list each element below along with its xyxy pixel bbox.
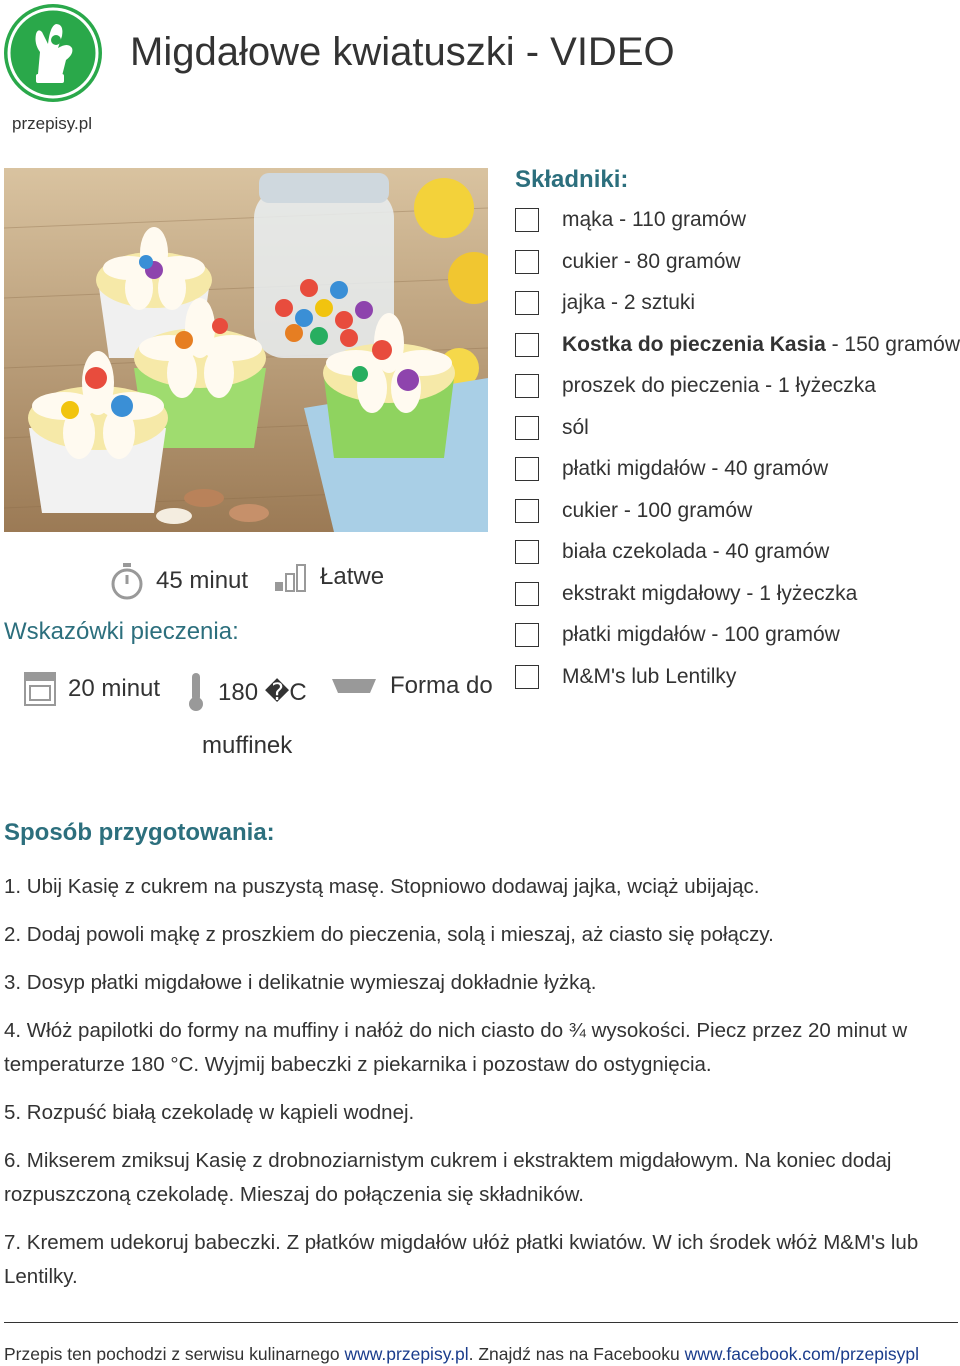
step-item: 7. Kremem udekoruj babeczki. Z płatków migdałów ułóż płatki kwiatów. W ich środek włóż M&M's lub Lentilky. [4, 1231, 919, 1288]
step-item: 4. Włóż papilotki do formy na muffiny i nałóż do nich ciasto do ¾ wysokości. Piecz przez 20 minut w temperaturze 180 °C. Wyjmij babeczki z piekarnika i pozostaw do ostygnięcia. [4, 1019, 908, 1076]
ingredient-text [562, 414, 589, 442]
thermometer-icon [186, 672, 206, 712]
ingredient-text [562, 538, 829, 566]
step-item: 2. Dodaj powoli mąkę z proszkiem do pieczenia, solą i mieszaj, aż ciasto się połączy. [4, 923, 774, 946]
footer-middle: . Znajdź nas na Facebooku [468, 1344, 685, 1364]
bake-temperature [186, 672, 307, 712]
prep-time [110, 562, 248, 600]
ingredient-brand: Kostka do pieczenia Kasia [562, 332, 826, 356]
ingredient-checkbox[interactable] [515, 623, 539, 647]
ingredient-item [515, 621, 960, 663]
pan-line2: muffinek [202, 732, 293, 759]
ingredient-text [562, 289, 695, 317]
ingredient-text [562, 621, 840, 649]
footer-prefix: Przepis ten pochodzi z serwisu kulinarnego [4, 1344, 345, 1364]
ingredient-checkbox[interactable] [515, 416, 539, 440]
baking-pan-icon [332, 675, 376, 697]
ingredient-item [515, 372, 960, 414]
ingredient-label: ekstrakt migdałowy - 1 łyżeczka [562, 581, 858, 605]
prep-time-value: 45 minut [156, 567, 249, 594]
ingredient-label: płatki migdałów - 100 gramów [562, 623, 840, 646]
preparation-heading: Sposób przygotowania: [4, 819, 275, 846]
difficulty-bars-icon [274, 562, 308, 592]
ingredient-checkbox[interactable] [515, 333, 539, 357]
step-item: 5. Rozpuść białą czekoladę w kąpieli wodnej. [4, 1101, 415, 1124]
bake-time [24, 672, 160, 706]
ingredient-item [515, 248, 960, 290]
ingredient-checkbox[interactable] [515, 374, 539, 398]
step-item: 6. Mikserem zmiksuj Kasię z drobnoziarnistym cukrem i ekstraktem migdałowym. Na koniec dodaj rozpuszczoną czekoladę. Mieszaj do połączenia się składników. [4, 1149, 892, 1206]
ingredient-checkbox[interactable] [515, 499, 539, 523]
baking-pan [332, 672, 493, 700]
ingredient-item [515, 538, 960, 580]
recipe-title: Migdałowe kwiatuszki - VIDEO [130, 30, 675, 74]
bake-time-value: 20 minut [68, 675, 161, 702]
stopwatch-icon [110, 562, 144, 600]
ingredient-item [515, 331, 960, 373]
ingredient-checkbox[interactable] [515, 250, 539, 274]
ingredient-label: cukier - 100 gramów [562, 498, 753, 522]
footer-link-przepisy[interactable]: www.przepisy.pl [344, 1344, 469, 1364]
baking-pan-continued [202, 732, 292, 760]
recipe-photo [4, 168, 488, 532]
temperature-value: 180 �C [218, 678, 307, 706]
baking-tips-heading: Wskazówki pieczenia: [4, 618, 239, 645]
ingredient-item [515, 497, 960, 539]
ingredient-checkbox[interactable] [515, 208, 539, 232]
ingredient-label: płatki migdałów - 40 gramów [562, 457, 829, 480]
steps-list [4, 870, 958, 1308]
difficulty-value: Łatwe [320, 563, 385, 590]
ingredient-item [515, 580, 960, 622]
ingredient-label: mąka - 110 gramów [562, 208, 747, 231]
ingredient-checkbox[interactable] [515, 582, 539, 606]
ingredient-text [562, 206, 746, 234]
footer-divider [4, 1322, 958, 1323]
ingredient-item [515, 455, 960, 497]
brand-logo [4, 4, 102, 102]
oven-icon [24, 672, 56, 706]
step-item: 3. Dosyp płatki migdałowe i delikatnie wymieszaj dokładnie łyżką. [4, 971, 597, 994]
ingredient-checkbox[interactable] [515, 540, 539, 564]
ingredient-checkbox[interactable] [515, 665, 539, 689]
step-item: 1. Ubij Kasię z cukrem na puszystą masę. Stopniowo dodawaj jajka, wciąż ubijając. [4, 875, 760, 898]
ingredient-item [515, 206, 960, 248]
ingredient-text [562, 331, 960, 359]
ingredients-list [515, 206, 960, 704]
ingredient-item [515, 414, 960, 456]
ingredient-text [562, 580, 857, 608]
ingredient-text [562, 497, 752, 525]
ingredient-text [562, 663, 736, 691]
ingredient-item [515, 663, 960, 705]
ingredient-text [562, 372, 876, 400]
ingredient-label: sól [562, 415, 589, 439]
ingredient-text [562, 455, 828, 483]
ingredient-text [562, 248, 741, 276]
ingredient-label: - 150 gramów [825, 332, 960, 356]
ingredient-checkbox[interactable] [515, 291, 539, 315]
footer-link-facebook[interactable]: www.facebook.com/przepisypl [684, 1344, 920, 1364]
brand-name: przepisy.pl [12, 114, 92, 133]
ingredient-label: biała czekolada - 40 gramów [562, 540, 830, 563]
footer [4, 1344, 919, 1365]
ingredient-label: proszek do pieczenia - 1 łyżeczka [562, 374, 876, 397]
ingredient-label: M&M's lub Lentilky [562, 664, 737, 688]
ingredient-label: cukier - 80 gramów [562, 249, 741, 273]
ingredient-item [515, 289, 960, 331]
ok-hand-icon [4, 4, 102, 102]
pan-line1: Forma do [390, 672, 493, 699]
ingredients-heading: Składniki: [515, 166, 629, 193]
ingredient-label: jajka - 2 sztuki [562, 291, 696, 314]
ingredient-checkbox[interactable] [515, 457, 539, 481]
difficulty [274, 562, 384, 592]
